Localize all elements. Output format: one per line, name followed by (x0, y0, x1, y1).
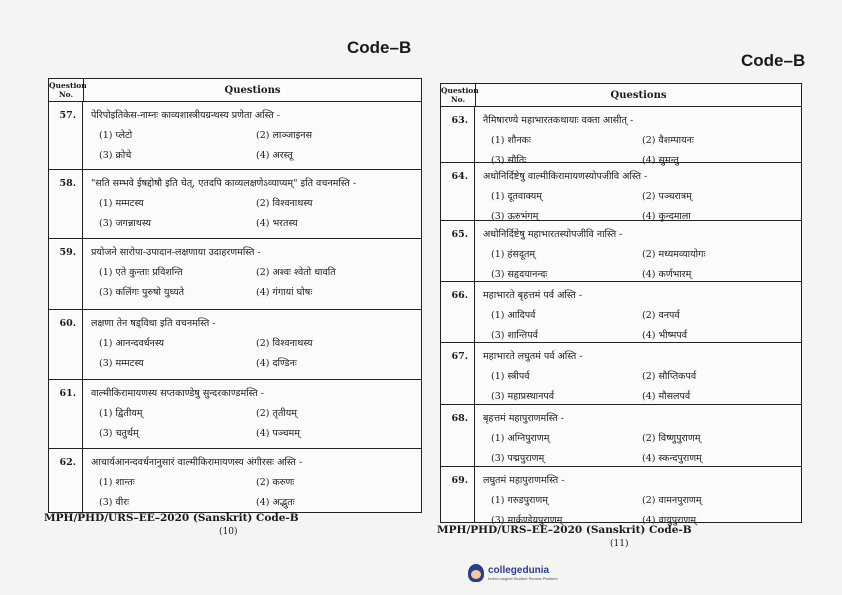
options (91, 475, 413, 508)
option: (2) वैशम्पायनः (642, 135, 694, 146)
footer-right: MPH/PHD/URS–EE–2020 (Sanskrit) Code-B (437, 524, 692, 536)
option: (4) भीष्मपर्व (642, 330, 687, 341)
options (483, 369, 793, 402)
question-number: 66. (441, 282, 475, 342)
options (483, 493, 793, 526)
options (91, 336, 413, 369)
question-body (83, 449, 421, 512)
question-body (83, 170, 421, 238)
option: (2) मध्यमव्यायोगः (642, 249, 706, 260)
question-body (475, 405, 801, 466)
option: (1) मम्मटस्य (99, 198, 144, 209)
option: (4) गंगायां घोषः (256, 287, 313, 298)
question-number: 68. (441, 405, 475, 466)
question-row (49, 170, 421, 239)
option: (3) सहृदयानन्दः (491, 269, 548, 280)
footer-left: MPH/PHD/URS–EE–2020 (Sanskrit) Code-B (44, 512, 299, 524)
option: (4) वायुपुराणम् (642, 515, 697, 526)
option: (2) अश्वः श्वेतो धावति (256, 267, 336, 278)
option: (1) एते कुन्ताः प्रविशन्ति (99, 267, 183, 278)
option: (3) जगन्नाथस्य (99, 218, 152, 229)
question-number: 60. (49, 310, 83, 379)
option: (2) वनपर्व (642, 310, 680, 321)
code-label-left: Code–B (347, 38, 412, 57)
question-stem: महाभारते लघुतमं पर्व अस्ति - (483, 351, 583, 362)
option: (1) आनन्दवर्धनस्य (99, 338, 165, 349)
option: (3) महाप्रस्थानपर्व (491, 391, 555, 402)
option: (3) कलिंगः पुरुषो युध्यते (99, 287, 185, 298)
question-body (475, 107, 801, 166)
question-stem: बृहत्तमं महापुराणमस्ति - (483, 413, 565, 424)
options (483, 189, 793, 222)
option: (1) शौनकः (491, 135, 531, 146)
question-body (83, 239, 421, 309)
question-number: 65. (441, 221, 475, 281)
option: (2) करुणः (256, 477, 295, 488)
questions-header: Questions (224, 84, 281, 96)
question-row (49, 380, 421, 449)
option: (2) पञ्चरात्रम् (642, 191, 692, 202)
question-row (441, 221, 801, 282)
options (483, 247, 793, 280)
question-number: 57. (49, 102, 83, 169)
question-stem: प्रयोजने सारोपा-उपादान-लक्षणाया उदाहरणमस्ति - (91, 247, 261, 258)
option: (4) अद्भुतः (256, 497, 295, 508)
question-row (441, 467, 801, 526)
mascot-icon (468, 564, 484, 582)
question-row (49, 310, 421, 380)
question-stem: लक्षणा तेन षड्विधा इति वचनमस्ति - (91, 318, 216, 329)
question-row (49, 102, 421, 170)
page-number-left: (10) (219, 527, 238, 537)
question-row (441, 163, 801, 221)
option: (4) भरतस्य (256, 218, 298, 229)
question-no-header: Question No. (49, 81, 87, 99)
option: (4) पञ्चमम् (256, 428, 300, 439)
question-stem: "सति सम्भवे ईषद्दोषौ इति चेत्, एतदपि काव्यलक्षणेऽव्याप्यम्" इति वचनमस्ति - (91, 178, 357, 189)
option: (2) तृतीयम् (256, 408, 297, 419)
option: (1) स्त्रीपर्व (491, 371, 530, 382)
question-body (83, 102, 421, 169)
question-table-right (440, 83, 802, 526)
question-number: 59. (49, 239, 83, 309)
logo-brand: collegedunia (488, 565, 550, 576)
question-number: 58. (49, 170, 83, 238)
option: (2) विश्वनाथस्य (256, 198, 313, 209)
question-stem: अधोनिर्दिष्टेषु वाल्मीकिरामायणस्योपजीवि अस्ति - (483, 171, 648, 182)
options (483, 431, 793, 464)
question-body (83, 310, 421, 379)
option: (2) विश्वनाथस्य (256, 338, 313, 349)
question-stem: लघुतमं महापुराणमस्ति - (483, 475, 565, 486)
option: (3) ऊरुभंगम् (491, 211, 539, 222)
option: (1) आदिपर्व (491, 310, 536, 321)
question-stem: पेरिपोइतिकेस-नाम्नः काव्यशास्त्रीयग्रन्थस्य प्रणेता अस्ति - (91, 110, 280, 121)
option: (1) द्वितीयम् (99, 408, 143, 419)
option: (3) चतुर्थम् (99, 428, 139, 439)
question-body (475, 163, 801, 220)
option: (1) प्लेटो (99, 130, 133, 141)
option: (3) पद्मपुराणम् (491, 453, 545, 464)
question-body (83, 380, 421, 448)
question-no-header: Question No. (441, 86, 479, 104)
question-number: 62. (49, 449, 83, 512)
option: (2) वामनपुराणम् (642, 495, 702, 506)
collegedunia-logo (468, 564, 558, 582)
page-number-right: (11) (610, 539, 629, 549)
question-number: 61. (49, 380, 83, 448)
question-body (475, 221, 801, 281)
option: (4) मौसलपर्व (642, 391, 691, 402)
question-row (441, 343, 801, 405)
table-header (49, 79, 421, 102)
questions-header: Questions (610, 89, 667, 101)
options (91, 406, 413, 439)
options (483, 308, 793, 341)
question-table-left (48, 78, 422, 513)
logo-tagline: India's largest Student Review Platform (488, 576, 558, 581)
question-body (475, 343, 801, 404)
question-body (475, 467, 801, 526)
question-row (441, 107, 801, 166)
option: (3) शान्तिपर्व (491, 330, 538, 341)
option: (1) अग्निपुराणम् (491, 433, 550, 444)
question-row (441, 282, 801, 343)
question-stem: वाल्मीकिरामायणस्य सप्तकाण्डेषु सुन्दरकाण्डमस्ति - (91, 388, 264, 399)
question-number: 69. (441, 467, 475, 522)
option: (1) शान्तः (99, 477, 135, 488)
option: (3) मम्मटस्य (99, 358, 144, 369)
option: (3) मार्कण्डेयपुराणम् (491, 515, 563, 526)
table-header (441, 84, 801, 107)
question-number: 64. (441, 163, 475, 220)
option: (4) दण्डिनः (256, 358, 297, 369)
options (91, 265, 413, 298)
option: (2) सौप्तिकपर्व (642, 371, 697, 382)
option: (1) हंसदूतम् (491, 249, 536, 260)
option: (4) कुन्दमाला (642, 211, 691, 222)
option: (4) कर्णभारम् (642, 269, 692, 280)
option: (4) अरस्तू (256, 150, 293, 161)
question-stem: महाभारते बृहत्तमं पर्व अस्ति - (483, 290, 583, 301)
options (483, 133, 793, 166)
option: (1) गरुडपुराणम् (491, 495, 548, 506)
question-number: 67. (441, 343, 475, 404)
options (91, 196, 413, 229)
question-stem: नैमिषारण्ये महाभारतकथायाः वक्ता आसीत् - (483, 115, 634, 126)
option: (1) दूतवाक्यम् (491, 191, 542, 202)
option: (3) सौतिः (491, 155, 527, 166)
question-row (441, 405, 801, 467)
options (91, 128, 413, 161)
option: (3) क्रोचे (99, 150, 132, 161)
question-body (475, 282, 801, 342)
option: (4) स्कन्दपुराणम् (642, 453, 702, 464)
question-stem: अधोनिर्दिष्टेषु महाभारतस्योपजीवि नास्ति - (483, 229, 623, 240)
code-label-right: Code–B (741, 51, 806, 70)
question-row (49, 449, 421, 512)
question-stem: आचार्यआनन्दवर्धनानुसारं वाल्मीकिरामायणस्य अंगीरसः अस्ति - (91, 457, 303, 468)
option: (4) सुमन्तु (642, 155, 679, 166)
question-row (49, 239, 421, 310)
question-number: 63. (441, 107, 475, 162)
option: (2) लाञ्जाइनस (256, 130, 312, 141)
option: (2) विष्णुपुराणम् (642, 433, 701, 444)
option: (3) वीरः (99, 497, 130, 508)
